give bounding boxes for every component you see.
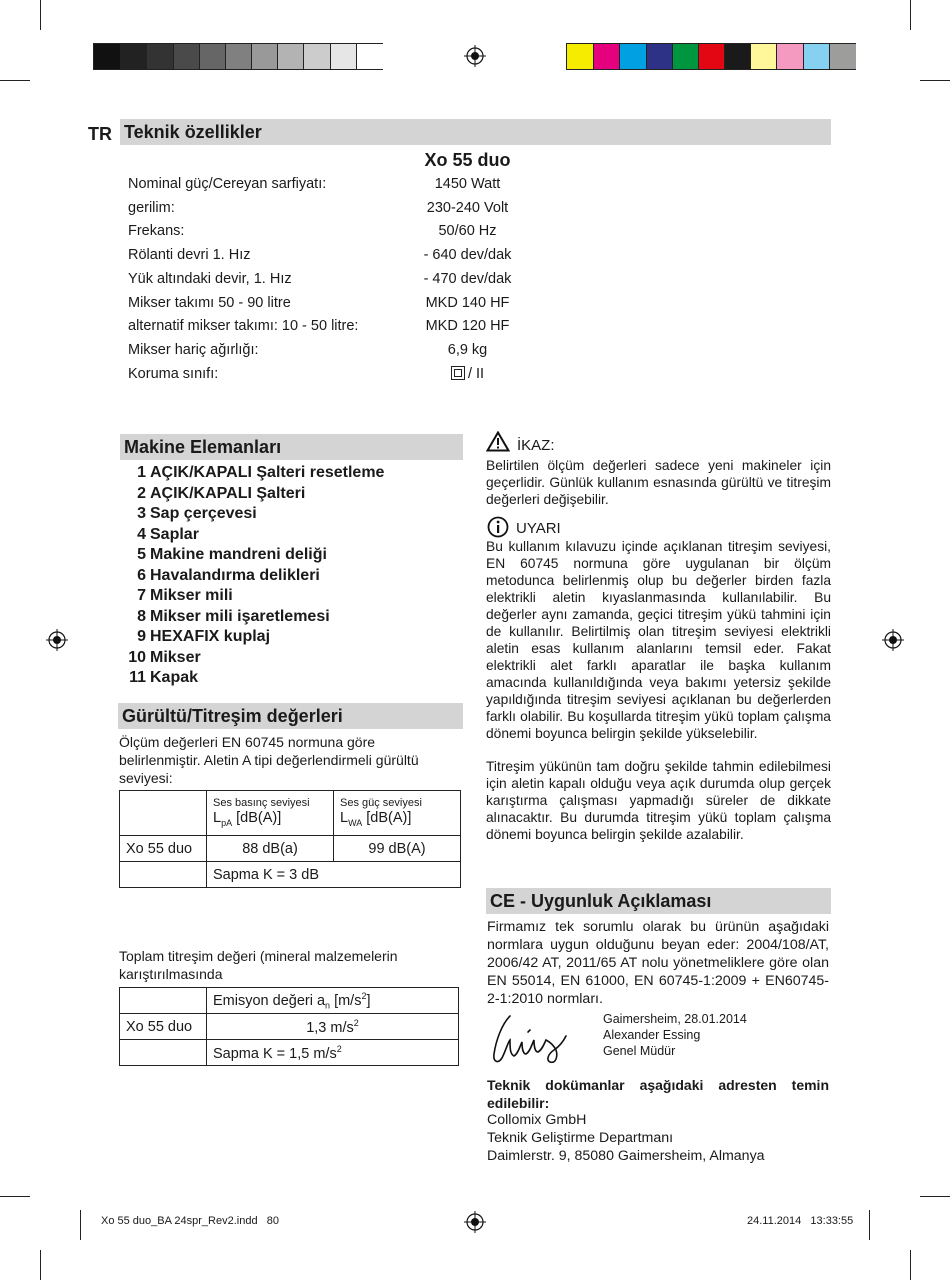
noise-table — [119, 790, 461, 888]
info-circle-icon — [487, 516, 509, 538]
crop-mark — [910, 0, 911, 30]
color-swatch — [829, 44, 857, 69]
noise-tolerance: Sapma K = 3 dB — [207, 862, 461, 888]
signature-image — [488, 1010, 578, 1070]
spec-value: MKD 120 HF — [425, 318, 510, 335]
vibration-intro: Toplam titreşim değeri (mineral malzemelerin karıştırılmasında — [119, 948, 398, 982]
model-heading: Xo 55 duo — [424, 150, 511, 170]
docs-heading: Teknik dokümanlar aşağıdaki adresten temin edilebilir: — [487, 1077, 829, 1111]
part-item — [120, 505, 257, 523]
color-bar — [566, 43, 856, 70]
parts-title: Makine Elemanları — [120, 434, 463, 460]
crop-mark — [0, 1196, 30, 1197]
specs-title: Teknik özellikler — [120, 119, 831, 145]
part-number: 11 — [129, 669, 146, 686]
spec-label: Nominal güç/Cereyan sarfiyatı: — [128, 176, 327, 192]
color-swatch — [120, 44, 148, 69]
sound-pressure-symbol: L — [213, 810, 222, 826]
crop-mark — [869, 1210, 870, 1240]
color-swatch — [567, 44, 594, 69]
spec-label: Mikser hariç ağırlığı: — [128, 341, 259, 358]
part-label: HEXAFIX kuplaj — [150, 628, 271, 645]
notice-text-2: Titreşim yükünün tam doğru şekilde tahmin edilebilmesi için aletin kapalı olduğu veya açık durumda olup gerçek karıştırma çalışması yapmadığı süreler de dikkate alınacaktır. Bu durumda titreşim yükü toplam çalışma dönemi boyunca belirgin şekilde azalabilir. — [486, 759, 831, 842]
color-swatch — [303, 44, 331, 69]
spec-value: 50/60 Hz — [438, 223, 497, 240]
docs-address: Daimlerstr. 9, 85080 Gaimersheim, Almanya — [487, 1148, 765, 1164]
crop-mark — [910, 1250, 911, 1280]
registration-mark-icon — [464, 45, 486, 67]
protection-class-icon — [451, 366, 465, 380]
part-label: AÇIK/KAPALI Şalteri — [150, 484, 306, 502]
vibration-header-subscript: n — [325, 1000, 331, 1011]
color-swatch — [698, 44, 726, 69]
vibration-header: Emisyon değeri a — [213, 992, 326, 1009]
spec-label: Rölanti devri 1. Hız — [128, 247, 251, 264]
color-swatch — [619, 44, 647, 69]
spec-label: Yük altındaki devir, 1. Hız — [128, 270, 292, 287]
color-swatch — [672, 44, 700, 69]
part-item — [120, 464, 384, 482]
part-number: 4 — [137, 525, 146, 543]
part-item — [120, 485, 305, 503]
vibration-value-superscript: 2 — [353, 1017, 359, 1028]
part-item — [120, 546, 327, 564]
part-item — [120, 526, 199, 544]
part-number: 6 — [137, 566, 146, 584]
spec-value: 1450 Watt — [434, 176, 501, 192]
crop-mark — [40, 1250, 41, 1280]
registration-mark-icon — [46, 629, 68, 651]
warning-triangle-icon — [486, 431, 510, 452]
color-swatch — [225, 44, 253, 69]
part-label: AÇIK/KAPALI Şalteri resetleme — [150, 464, 385, 481]
part-number: 2 — [137, 484, 146, 502]
docs-company: Collomix GmbH — [487, 1112, 587, 1128]
part-number: 1 — [137, 464, 146, 481]
color-swatch — [646, 44, 674, 69]
crop-mark — [80, 1210, 81, 1240]
part-item — [120, 649, 201, 667]
spec-label: alternatif mikser takımı: 10 - 50 litre: — [128, 318, 359, 335]
part-item — [120, 669, 198, 687]
part-label: Mikser — [150, 648, 201, 666]
crop-mark — [920, 1196, 950, 1197]
ce-signer-role: Genel Müdür — [603, 1044, 676, 1058]
vibration-tolerance: Sapma K = 1,5 m/s — [213, 1045, 337, 1062]
vibration-table — [119, 987, 459, 1066]
color-swatch — [173, 44, 201, 69]
crop-mark — [40, 0, 41, 30]
vibration-header-close: ] — [366, 992, 371, 1009]
vibration-value: 1,3 m/s — [306, 1019, 354, 1036]
footer-datetime: 24.11.2014 13:33:55 — [747, 1215, 854, 1227]
grayscale-bar — [93, 43, 383, 70]
sound-power-symbol: L — [340, 810, 349, 826]
vibration-header-superscript: 2 — [361, 990, 367, 1001]
spec-value: 6,9 kg — [447, 341, 488, 358]
ce-title: CE - Uygunluk Açıklaması — [486, 888, 831, 914]
registration-mark-icon — [464, 1211, 486, 1233]
color-swatch — [724, 44, 752, 69]
part-number: 10 — [128, 648, 146, 666]
spec-label: Mikser takımı 50 - 90 litre — [128, 294, 291, 311]
language-code: TR — [88, 124, 112, 144]
spec-value: - 470 dev/dak — [423, 270, 512, 287]
color-swatch — [277, 44, 305, 69]
part-number: 5 — [137, 546, 146, 563]
crop-mark — [920, 80, 950, 81]
color-swatch — [356, 44, 384, 69]
color-swatch — [330, 44, 358, 69]
noise-intro: Ölçüm değerleri EN 60745 normuna göre belirlenmiştir. Aletin A tipi değerlendirmeli gürültü seviyesi: — [119, 734, 419, 786]
spec-label: gerilim: — [128, 199, 175, 216]
color-swatch — [593, 44, 621, 69]
spec-value: 230-240 Volt — [426, 199, 509, 216]
noise-value-power: 99 dB(A) — [334, 836, 461, 862]
part-label: Mikser mili — [150, 587, 233, 604]
color-swatch — [776, 44, 804, 69]
color-swatch — [199, 44, 227, 69]
ce-place-date: Gaimersheim, 28.01.2014 — [603, 1012, 747, 1026]
part-item — [120, 567, 320, 585]
sound-pressure-label: Ses basınç seviyesi — [213, 797, 310, 809]
noise-value-pressure: 88 dB(a) — [207, 836, 334, 862]
sound-pressure-unit: [dB(A)] — [232, 810, 282, 826]
vibration-row-model: Xo 55 duo — [120, 1014, 207, 1040]
protection-class-value: / II — [467, 365, 485, 382]
part-label: Mikser mili işaretlemesi — [150, 607, 330, 625]
part-number: 3 — [137, 505, 146, 522]
part-item — [120, 608, 330, 626]
docs-department: Teknik Geliştirme Departmanı — [487, 1130, 674, 1146]
vibration-header-unit: [m/s — [330, 992, 362, 1009]
color-swatch — [251, 44, 279, 69]
vibration-tolerance-superscript: 2 — [336, 1043, 342, 1054]
footer-file: Xo 55 duo_BA 24spr_Rev2.indd 80 — [101, 1215, 279, 1227]
notice-title: UYARI — [516, 520, 561, 537]
part-label: Kapak — [150, 669, 199, 686]
part-number: 7 — [137, 587, 146, 604]
crop-mark — [0, 80, 30, 81]
warning-title: İKAZ: — [517, 437, 555, 454]
spec-value: MKD 140 HF — [425, 294, 510, 311]
part-label: Makine mandreni deliği — [150, 546, 327, 563]
registration-mark-icon — [882, 629, 904, 651]
part-label: Saplar — [150, 525, 199, 543]
spec-label: Koruma sınıfı: — [128, 365, 219, 382]
part-number: 8 — [137, 607, 146, 625]
sound-power-subscript: WA — [348, 817, 363, 828]
part-label: Sap çerçevesi — [150, 505, 257, 522]
color-swatch — [146, 44, 174, 69]
part-item — [120, 628, 270, 646]
ce-text: Firmamız tek sorumlu olarak bu ürünün aşağıdaki normlara uygun olduğunu beyan eder: 2004/108/AT, 2006/42 AT, 2011/65 AT nolu yönetmeliklere göre olan EN 55014, EN 61000, EN 60745-1:2009 + EN60745-2-1:2010 normları. — [487, 919, 829, 1007]
sound-pressure-subscript: pA — [221, 817, 233, 828]
color-swatch — [803, 44, 831, 69]
noise-title: Gürültü/Titreşim değerleri — [118, 703, 463, 729]
color-swatch — [94, 44, 121, 69]
spec-value: - 640 dev/dak — [423, 247, 512, 264]
part-number: 9 — [137, 628, 146, 645]
sound-power-label: Ses güç seviyesi — [340, 797, 422, 809]
sound-power-unit: [dB(A)] — [362, 810, 412, 826]
spec-value — [400, 366, 535, 382]
notice-text-1: Bu kullanım kılavuzu içinde açıklanan titreşim seviyesi, EN 60745 normuna göre uygulanan bir ölçüm metodunca belirlenmiş olup bu değerler birden fazla elektrikli aletin kıyaslanmasında kullanılabilir. Bu değerler aynı zamanda, geçici titreşim yükü tahmini için de kullanılır. Belirtilmiş olan titreşim seviyesi elektrikli aletin esas kullanım alanlarını temsil eder. Fakat elektrikli alet farklı aparatlar ile başka kullanım amacında kullanıldığında veya bakımı yetersiz şekilde yapıldığında titreşim seviyesi açıklanan bu değerlerden farklı olabilir. Bu koşullarda titreşim yükü toplam çalışma dönemi boyunca belirgin şekilde yükselebilir. — [486, 539, 831, 741]
spec-label: Frekans: — [128, 223, 185, 240]
part-label: Havalandırma delikleri — [150, 566, 320, 584]
warning-text: Belirtilen ölçüm değerleri sadece yeni makineler için geçerlidir. Günlük kullanım esnasında gürültü ve titreşim değerleri değişebilir. — [486, 458, 831, 507]
ce-signer: Alexander Essing — [603, 1028, 701, 1042]
color-swatch — [750, 44, 778, 69]
part-item — [120, 587, 233, 605]
noise-row-model: Xo 55 duo — [120, 836, 207, 862]
